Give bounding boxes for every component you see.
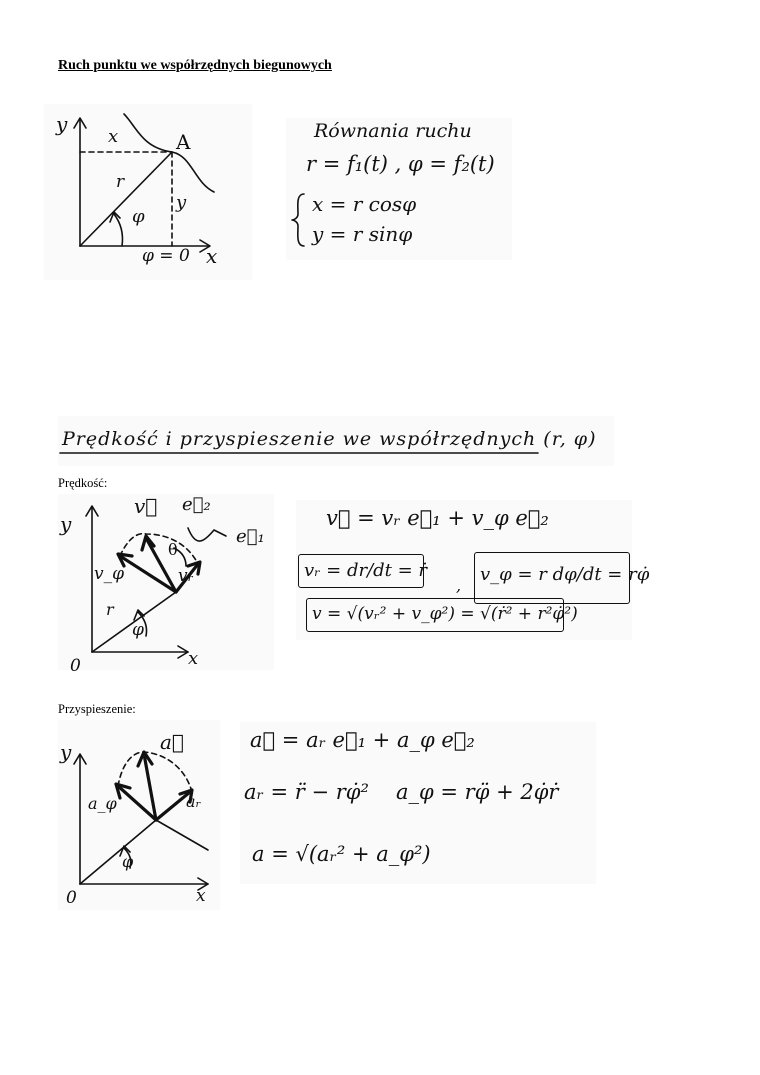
equation-x: x = r cosφ bbox=[312, 192, 417, 216]
acc-phi-label: φ bbox=[122, 852, 134, 871]
vel-origin-label: 0 bbox=[70, 656, 81, 676]
point-a-label: A bbox=[176, 130, 191, 154]
vel-axis-x-label: x bbox=[188, 648, 199, 669]
ar-equation: aᵣ = r̈ − rφ̇² bbox=[244, 780, 369, 804]
brace-icon bbox=[290, 192, 310, 248]
radius-label: r bbox=[116, 172, 125, 192]
vel-axis-y-label: y bbox=[60, 512, 72, 536]
heading-underline bbox=[60, 450, 540, 456]
velocity-vector-label: v⃗ bbox=[134, 494, 158, 518]
e2-label: e⃗₂ bbox=[182, 494, 211, 515]
vel-phi-label: φ bbox=[132, 620, 144, 640]
acc-origin-label: 0 bbox=[66, 888, 77, 908]
page-title: Ruch punktu we współrzędnych biegunowych bbox=[58, 58, 332, 73]
phi-zero-label: φ = 0 bbox=[142, 246, 190, 266]
equations-of-motion-heading: Równania ruchu bbox=[314, 120, 472, 142]
acceleration-label: Przyspieszenie: bbox=[58, 702, 136, 716]
vphi-equation: v_φ = r dφ/dt = rφ̇ bbox=[480, 564, 650, 585]
acceleration-magnitude-equation: a = √(aᵣ² + a_φ²) bbox=[252, 842, 431, 866]
vel-radius-label: r bbox=[106, 600, 114, 619]
axis-x-label: x bbox=[206, 244, 218, 268]
velocity-vector-equation: v⃗ = vᵣ e⃗₁ + v_φ e⃗₂ bbox=[326, 506, 549, 530]
vphi-label: v_φ bbox=[94, 564, 125, 584]
vr-equation: vᵣ = dr/dt = ṙ bbox=[304, 560, 428, 581]
velocity-sketch bbox=[58, 494, 274, 670]
x-coordinate-label: x bbox=[108, 126, 119, 147]
velocity-label: Prędkość: bbox=[58, 476, 108, 490]
aphi-equation: a_φ = rφ̈ + 2φ̇ṙ bbox=[396, 780, 559, 804]
vr-label: vᵣ bbox=[178, 566, 194, 586]
aphi-label: a_φ bbox=[88, 794, 117, 813]
equation-separator: , bbox=[456, 576, 462, 595]
acceleration-sketch bbox=[58, 720, 220, 910]
phi-angle-label: φ bbox=[132, 206, 145, 227]
acc-axis-x-label: x bbox=[196, 886, 206, 906]
acceleration-vector-label: a⃗ bbox=[160, 730, 184, 754]
ar-label: aᵣ bbox=[186, 792, 202, 811]
y-coordinate-label: y bbox=[176, 192, 187, 213]
section-heading: Prędkość i przyspieszenie we współrzędnych (r, φ) bbox=[62, 428, 597, 450]
acceleration-vector-equation: a⃗ = aᵣ e⃗₁ + a_φ e⃗₂ bbox=[250, 728, 475, 752]
equation-r-phi: r = f₁(t) , φ = f₂(t) bbox=[306, 152, 495, 176]
axis-y-label: y bbox=[56, 112, 68, 136]
speed-equation: v = √(vᵣ² + v_φ²) = √(ṙ² + r²φ̇²) bbox=[312, 604, 578, 624]
acc-axis-y-label: y bbox=[60, 740, 72, 764]
e1-label: e⃗₁ bbox=[236, 526, 265, 547]
theta-label: θ bbox=[168, 540, 178, 559]
equation-y: y = r sinφ bbox=[312, 222, 413, 246]
